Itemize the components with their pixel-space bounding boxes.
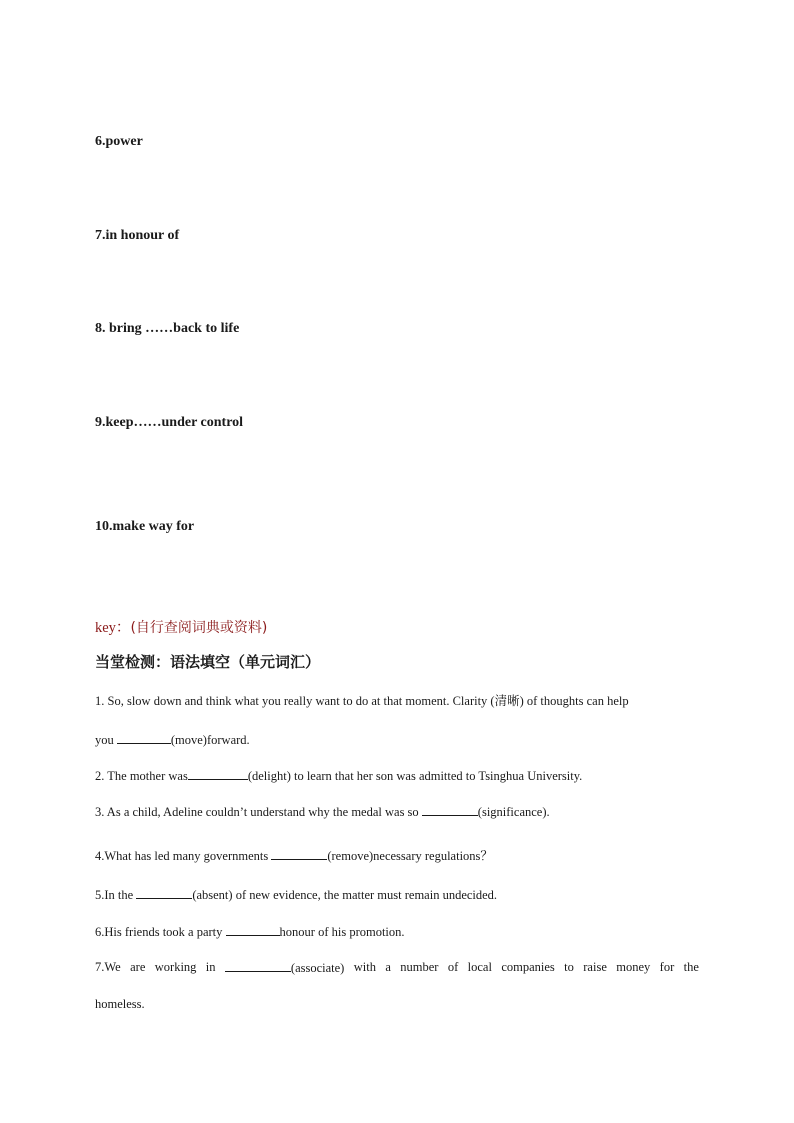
question-1-line-1: 1. So, slow down and think what you really want to do at that moment. Clarity (清晰) of thoughts can help [95,694,629,708]
answer-blank[interactable] [226,924,280,936]
question-word: local [467,960,492,974]
question-word: for [659,960,675,974]
question-6 [95,924,699,940]
vocab-item: 6.power [95,134,143,149]
question-4 [95,846,699,864]
question-word: working [154,960,197,974]
question-word: (associate) [290,961,345,975]
question-text: you [95,733,117,747]
question-word: raise [583,960,607,974]
question-2 [95,768,699,784]
question-3 [95,804,699,820]
answer-key-note [95,616,267,637]
question-1-line-2 [95,732,699,748]
answer-blank[interactable] [225,960,291,972]
question-text: 2. The mother was [95,769,188,783]
question-word: the [683,960,699,974]
question-text: honour of his promotion. [279,925,405,939]
question-word: a [385,960,391,974]
vocab-item: 8. bring ……back to life [95,321,240,336]
question-word: are [130,960,146,974]
question-word: number [400,960,439,974]
answer-blank[interactable] [136,887,192,899]
question-word: companies [501,960,555,974]
section-title: 当堂检测：语法填空（单元词汇） [95,653,321,671]
question-text: 5.In the [95,888,137,902]
vocab-item: 10.make way for [95,519,195,534]
question-word: to [564,960,574,974]
vocab-item: 7.in honour of [95,228,180,243]
key-label: key： [95,620,131,636]
answer-blank[interactable] [117,732,171,744]
answer-blank[interactable] [188,768,248,780]
question-7-line-1 [95,960,699,976]
question-7-line-2: homeless. [95,997,145,1011]
question-5 [95,887,699,903]
answer-blank[interactable] [271,848,327,860]
question-text: (remove)necessary regulations？ [327,849,493,863]
question-word: of [447,960,459,974]
question-word: money [616,960,651,974]
question-7-blank-group [225,960,344,976]
question-text: (significance). [477,805,550,819]
question-text: (move)forward. [170,733,250,747]
question-word: with [353,960,376,974]
question-text: 4.What has led many governments [95,849,272,863]
question-text: 3. As a child, Adeline couldn’t understand why the medal was so [95,805,422,819]
answer-blank[interactable] [422,804,478,816]
question-text: (absent) of new evidence, the matter must remain undecided. [192,888,498,902]
vocab-item: 9.keep……under control [95,415,244,430]
question-text: (delight) to learn that her son was admitted to Tsinghua University. [247,769,583,783]
key-text: (自行查阅词典或资料) [130,620,268,636]
question-word: 7.We [95,960,121,974]
question-text: 6.His friends took a party [95,925,226,939]
question-word: in [205,960,216,974]
